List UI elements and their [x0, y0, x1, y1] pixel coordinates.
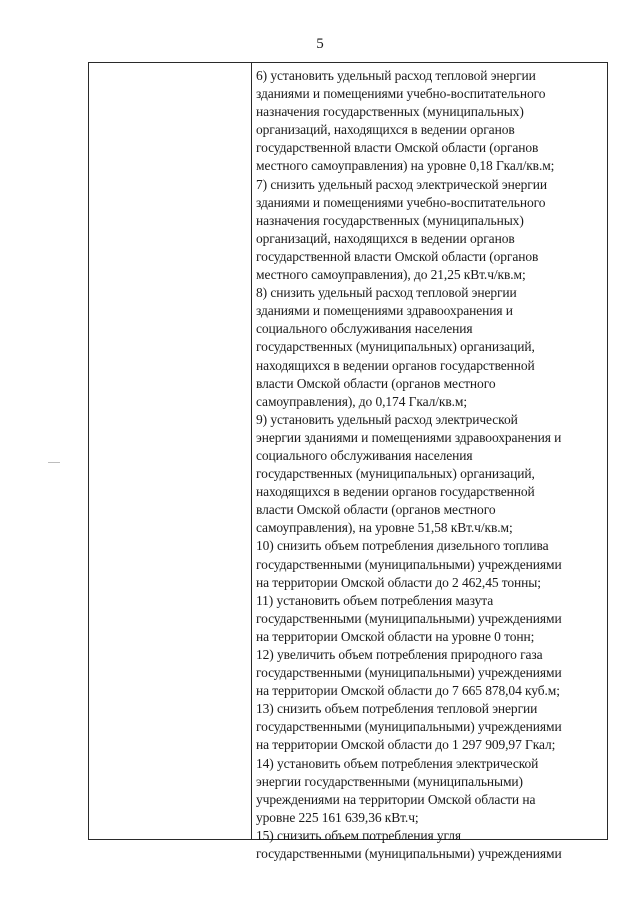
text-line: социального обслуживания населения: [256, 447, 473, 463]
text-line: организаций, находящихся в ведении органов: [256, 230, 515, 246]
text-line: власти Омской области (органов местного: [256, 502, 496, 518]
text-line: государственными (муниципальными) учреждениями: [256, 719, 562, 735]
text-line: местного самоуправления) на уровне 0,18 Гкал/кв.м;: [256, 158, 555, 174]
text-line: назначения государственных (муниципальных): [256, 212, 524, 228]
text-line: государственных (муниципальных) организаций,: [256, 339, 535, 355]
text-line: на территории Омской области до 1 297 909,97 Гкал;: [256, 737, 556, 753]
text-line: находящихся в ведении органов государственной: [256, 357, 535, 373]
text-line: энергии государственными (муниципальными): [256, 773, 523, 789]
text-line: 8) снизить удельный расход тепловой энергии: [256, 285, 517, 301]
text-line: 14) установить объем потребления электрической: [256, 755, 539, 771]
text-line: 7) снизить удельный расход электрической энергии: [256, 176, 547, 192]
text-line: учреждениями на территории Омской области на: [256, 791, 536, 807]
text-line: 9) установить удельный расход электрической: [256, 411, 518, 427]
text-line: государственными (муниципальными) учреждениями: [256, 846, 562, 862]
text-line: государственными (муниципальными) учреждениями: [256, 556, 562, 572]
text-line: зданиями и помещениями учебно-воспитательного: [256, 86, 546, 102]
table-right-column: [256, 67, 606, 863]
text-line: государственных (муниципальных) организаций,: [256, 466, 535, 482]
text-line: государственными (муниципальными) учреждениями: [256, 610, 562, 626]
text-line: самоуправления), на уровне 51,58 кВт.ч/кв.м;: [256, 520, 513, 536]
text-line: социального обслуживания населения: [256, 321, 473, 337]
text-line: 13) снизить объем потребления тепловой энергии: [256, 701, 538, 717]
text-line: назначения государственных (муниципальных): [256, 104, 524, 120]
page-number: 5: [316, 36, 324, 52]
text-line: находящихся в ведении органов государственной: [256, 484, 535, 500]
text-line: 10) снизить объем потребления дизельного топлива: [256, 538, 549, 554]
text-line: зданиями и помещениями здравоохранения и: [256, 303, 513, 319]
text-line: власти Омской области (органов местного: [256, 375, 496, 391]
text-line: государственными (муниципальными) учреждениями: [256, 665, 562, 681]
text-line: на территории Омской области на уровне 0 тонн;: [256, 628, 535, 644]
scan-artifact: [48, 462, 60, 463]
text-line: на территории Омской области до 7 665 878,04 куб.м;: [256, 683, 560, 699]
document-table: [88, 62, 608, 862]
text-line: энергии зданиями и помещениями здравоохранения и: [256, 429, 562, 445]
text-line: уровне 225 161 639,36 кВт.ч;: [256, 809, 419, 825]
text-line: 15) снизить объем потребления угля: [256, 827, 462, 843]
text-line: на территории Омской области до 2 462,45 тонны;: [256, 574, 541, 590]
text-line: государственной власти Омской области (органов: [256, 248, 539, 264]
text-line: 12) увеличить объем потребления природного газа: [256, 647, 543, 662]
table-left-column: [89, 63, 252, 839]
text-line: организаций, находящихся в ведении органов: [256, 122, 515, 138]
text-line: 6) установить удельный расход тепловой энергии: [256, 68, 536, 83]
text-line: зданиями и помещениями учебно-воспитательного: [256, 194, 546, 210]
text-line: 11) установить объем потребления мазута: [256, 592, 494, 608]
text-line: местного самоуправления), до 21,25 кВт.ч/кв.м;: [256, 267, 526, 283]
text-line: государственной власти Омской области (органов: [256, 140, 539, 156]
text-line: самоуправления), до 0,174 Гкал/кв.м;: [256, 393, 467, 409]
